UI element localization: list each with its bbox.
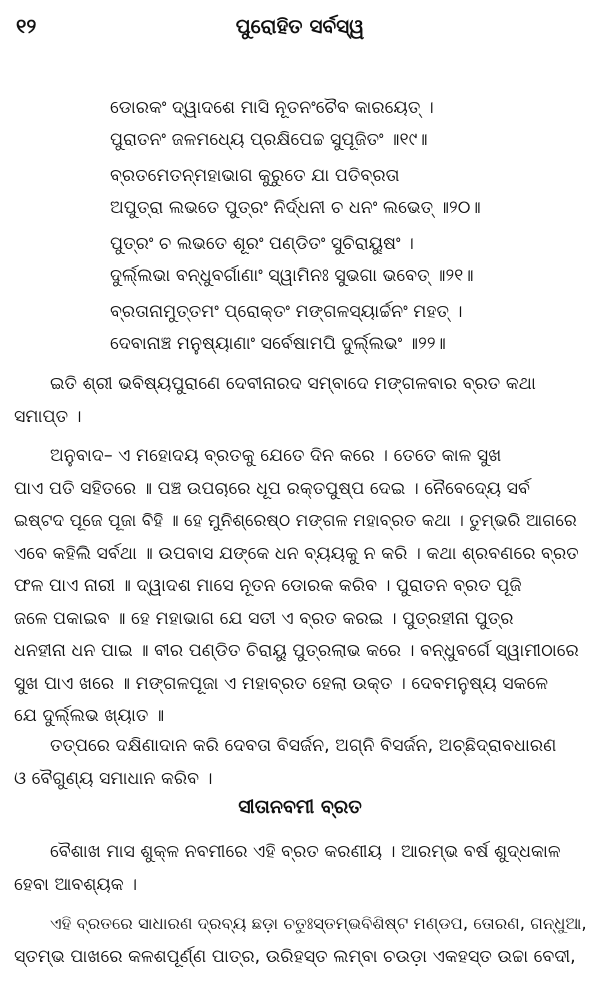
text-line: ଇତି ଶ୍ରୀ ଭବିଷ୍ୟପୁରାଣେ ଦେବୀନାରଦ ସମ୍ବାଦେ ମଙ୍ଗଳବାର ବ୍ରତ କଥା bbox=[50, 374, 536, 394]
text-line: ତତ୍ପରେ ଦକ୍ଷିଣାଦାନ କରି ଦେବତା ବିସର୍ଜନ, ଅଗ୍ନି ବିସର୍ଜନ, ଅଚ୍ଛିଦ୍ରାବଧାରଣ bbox=[50, 736, 557, 756]
text-line: ପାଏ ପତି ସହିତରେ ॥ ପଞ୍ଚ ଉପଚାରେ ଧୂପ ରକ୍ତପୁଷ୍ପ ଦେଇ । ନୈବେଦ୍ୟେ ସର୍ବ bbox=[14, 478, 530, 499]
colophon-paragraph bbox=[14, 368, 590, 433]
section-paragraph-1 bbox=[14, 836, 590, 901]
text-line: ଅନୁବାଦ– ଏ ମହୋଦୟ ବ୍ରତକୁ ଯେତେ ଦିନ କରେ । ତେତେ କାଳ ସୁଖ bbox=[50, 446, 502, 466]
verse-line: ବ୍ରତମେତନ୍ମହାଭାଗ କୁରୁତେ ଯା ପତିବ୍ରତା bbox=[110, 166, 400, 186]
translation-paragraph bbox=[14, 440, 590, 733]
verse-line: ଦେବାନାଞ୍ଚ ମନୁଷ୍ୟାଣାଂ ସର୍ବେଷାମପି ଦୁର୍ଲ୍ଲଭଂ ॥୨୨॥ bbox=[110, 334, 446, 354]
verse-line: ଅପୁତ୍ରା ଲଭତେ ପୁତ୍ରଂ ନିର୍ଦ୍ଧନୀ ଚ ଧନଂ ଲଭେତ୍ ॥୨୦॥ bbox=[110, 198, 481, 218]
verse-line: ପୁତ୍ରଂ ଚ ଲଭତେ ଶୂରଂ ପଣ୍ଡିତଂ ସୁଚିରାୟୁଷଂ । bbox=[110, 234, 414, 254]
text-line: ସ୍ତମ୍ଭ ପାଖରେ କଳଶପୂର୍ଣ୍ଣ ପାତ୍ର, ଉରିହସ୍ତ ଲମ୍ବା ଚଉଡ଼ା ଏକହସ୍ତ ଉଚ୍ଚା ବେଦୀ, bbox=[14, 946, 576, 967]
verse-line: ଡୋରକଂ ଦ୍ୱାଦଶେ ମାସି ନୂତନଂଚୈବ କାରୟେତ୍ । bbox=[110, 98, 434, 118]
text-line: ଇଷ୍ଟଦ ପୂଜେ ପୂଜା ବିହି ॥ ହେ ମୁନିଶ୍ରେଷ୍ଠ ମଙ୍ଗଳ ମହାବ୍ରତ କଥା । ତୁମ୍ଭରି ଆଗରେ bbox=[14, 511, 577, 531]
text-line: ଓ ବୈଗୁଣ୍ୟ ସମାଧାନ କରିବ । bbox=[14, 768, 213, 789]
verse-line: ବ୍ରତାନାମୁତ୍ତମଂ ପ୍ରୋକ୍ତଂ ମଙ୍ଗଳସ୍ୟାର୍ଚ୍ଚନଂ ମହତ୍ । bbox=[110, 302, 463, 322]
verse-20 bbox=[110, 160, 590, 224]
text-line: ହେବା ଆବଶ୍ୟକ । bbox=[14, 874, 138, 895]
verse-line: ପୁରାତନଂ ଜଳମଧ୍ୟେ ପ୍ରକ୍ଷିପେଚ୍ଚ ସୁପୂଜିତଂ ॥୧୯॥ bbox=[110, 130, 428, 150]
text-line: ସୁଖ ପାଏ ଖରେ ॥ ମଙ୍ଗଳପୂଜା ଏ ମହାବ୍ରତ ହେଲା ଉକ୍ତ । ଦେବମନୁଷ୍ୟ ସକଳେ bbox=[14, 673, 548, 694]
text-line: ଏବେ କହିଲି ସର୍ବଥା ॥ ଉପବାସ ଯଙ୍କେ ଧନ ବ୍ୟୟକୁ ନ କରି । କଥା ଶ୍ରବଣରେ ବ୍ରତ bbox=[14, 543, 579, 564]
section-paragraph-2 bbox=[14, 908, 590, 973]
closing-paragraph bbox=[14, 730, 590, 795]
text-line: ବୈଶାଖ ମାସ ଶୁକ୍ଳ ନବମୀରେ ଏହି ବ୍ରତ କରଣୀୟ । ଆରମ୍ଭ ବର୍ଷ ଶୁଦ୍ଧକାଳ bbox=[50, 842, 561, 862]
verse-19 bbox=[110, 92, 590, 156]
verse-21 bbox=[110, 228, 590, 292]
text-line: ଜଳେ ପକାଇବ ॥ ହେ ମହାଭାଗ ଯେ ସତୀ ଏ ବ୍ରତ କରଇ । ପୁତ୍ରହୀନା ପୁତ୍ର bbox=[14, 608, 514, 629]
running-title: ପୁରୋହିତ ସର୍ବସ୍ୱ bbox=[235, 14, 365, 38]
text-line: ସମାପ୍ତ । bbox=[14, 406, 82, 427]
verse-line: ଦୁର୍ଲ୍ଲଭା ବନ୍ଧୁବର୍ଗାଣାଂ ସ୍ୱାମିନଃ ସୁଭଗା ଭବେତ୍ ॥୨୧॥ bbox=[110, 266, 474, 286]
text-line: ଧନହୀନା ଧନ ପାଇ ॥ ବୀର ପଣ୍ଡିତ ଚିରାୟୁ ପୁତ୍ରଲାଭ କରେ । ବନ୍ଧୁବର୍ଗେ ସ୍ୱାମୀଠାରେ bbox=[14, 641, 579, 661]
text-line: ଏହି ବ୍ରତରେ ସାଧାରଣ ଦ୍ରବ୍ୟ ଛଡ଼ା ଚତୁଃସ୍ତମ୍ଭବିଶିଷ୍ଟ ମଣ୍ଡପ, ତୋରଣ, ଗନ୍ଧୁଆ, bbox=[50, 914, 587, 933]
page-header bbox=[0, 14, 600, 50]
text-line: ଯେ ଦୁର୍ଲ୍ଲଭ ଖ୍ୟାତ ॥ bbox=[14, 706, 165, 726]
section-heading: ସୀତାନବମୀ ବ୍ରତ bbox=[238, 796, 362, 818]
page-number: ୧୨ bbox=[16, 14, 37, 38]
text-line: ଫଳ ପାଏ ନାରୀ ॥ ଦ୍ୱାଦଶ ମାସେ ନୂତନ ଡୋରକ କରିବ । ପୁରାତନ ବ୍ରତ ପୂଜି bbox=[14, 576, 522, 596]
verse-22 bbox=[110, 296, 590, 360]
